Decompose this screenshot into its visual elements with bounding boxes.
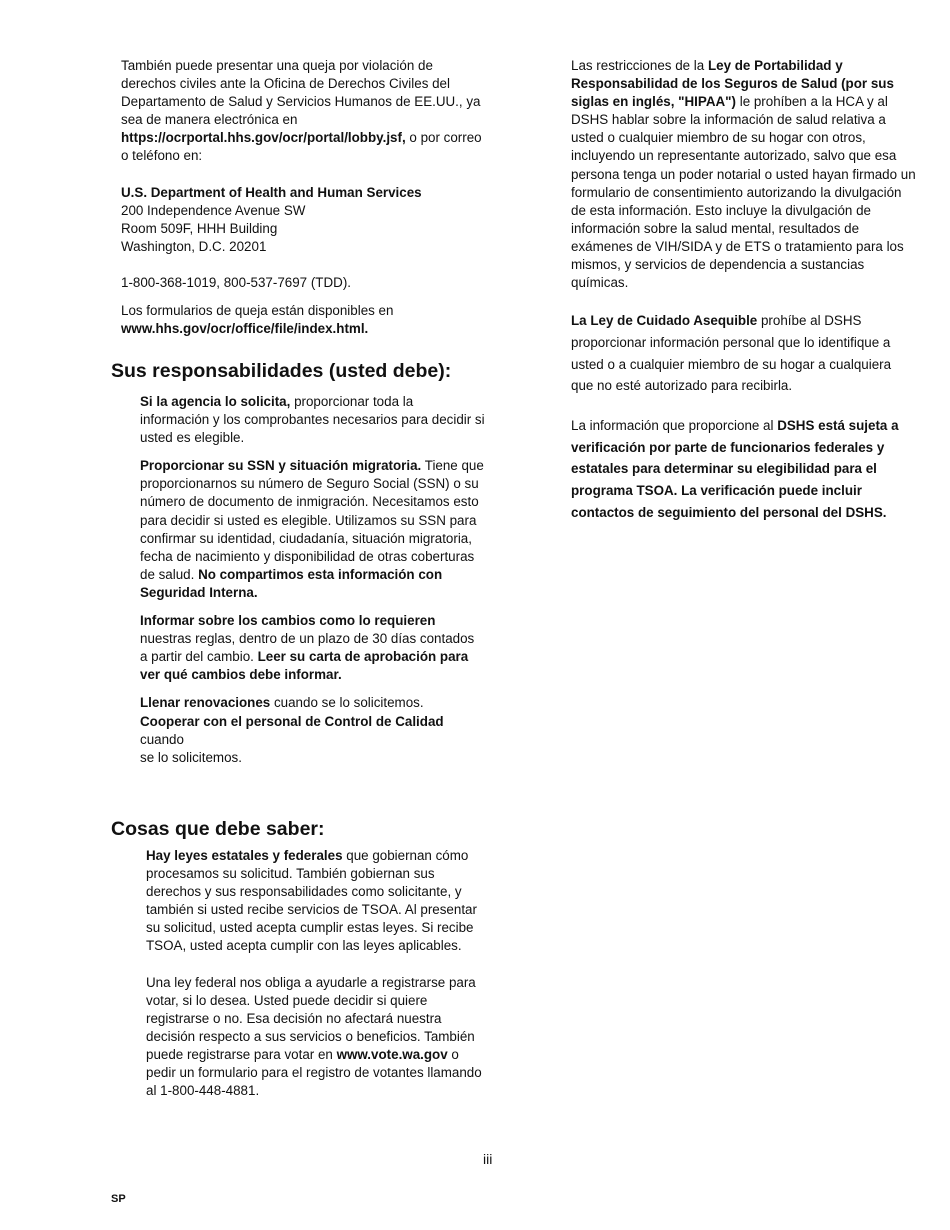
resp-item-changes: Informar sobre los cambios como lo requieren nuestras reglas, dentro de un plazo de 30 días contados a partir del cambio. Leer su carta de aprobación para ver qué cambios debe informar. (140, 613, 475, 683)
vote-wa-link[interactable]: www.vote.wa.gov (336, 1046, 448, 1062)
left-column (121, 57, 491, 338)
verification-paragraph: La información que proporcione al DSHS está sujeta a verificación por parte de funcionarios federales y estatales para determinar su elegibilidad para el programa TSOA. La verificación puede incluir contactos de seguimiento del personal del DSHS. (571, 418, 899, 520)
resp-item-ssn: Proporcionar su SSN y situación migratoria. Tiene que proporcionarnos su número de Seguro Social (SSN) o su número de documento de inmigración. Necesitamos esto para decidir si usted es elegible. Utilizamos su SSN para confirmar su identidad, ciudadanía, situación migratoria, fecha de nacimiento y disponibilidad de otras coberturas de salud. No compartimos esta información con Seguridad Interna. (140, 458, 484, 600)
responsibilities-list (140, 393, 485, 767)
things-to-know-list (146, 847, 486, 1100)
address-city: Washington, D.C. 20201 (121, 238, 267, 254)
voter-registration-paragraph: Una ley federal nos obliga a ayudarle a registrarse para votar, si lo desea. Usted puede decidir si quiere registrarse o no. Esa decisión no afectará nuestra decisión respecto a sus servicios o beneficios. También puede registrarse para votar en www.vote.wa.gov o pedir un formulario para el registro de votantes llamando al 1-800-448-4881. (146, 974, 482, 1099)
form-code: SP (111, 1193, 126, 1205)
phone-numbers: 1-800-368-1019, 800-537-7697 (TDD). (121, 274, 352, 290)
resp-item-info: Si la agencia lo solicita, proporcionar toda la información y los comprobantes necesarios para decidir si usted es elegible. (140, 394, 485, 446)
page-number: iii (483, 1151, 493, 1167)
ocr-portal-link[interactable]: https://ocrportal.hhs.gov/ocr/portal/lobby.jsf, (121, 130, 406, 146)
forms-paragraph: Los formularios de queja están disponibles en www.hhs.gov/ocr/office/file/index.html. (121, 302, 491, 338)
aca-paragraph: La Ley de Cuidado Asequible prohíbe al DSHS proporcionar información personal que lo identifique a usted o a cualquier miembro de su hogar a cualquiera que no esté autorizado para recibirla. (571, 313, 892, 394)
right-column (571, 57, 916, 524)
responsibilities-heading: Sus responsabilidades (usted debe): (111, 360, 452, 382)
address-room: Room 509F, HHH Building (121, 220, 278, 236)
hipaa-paragraph: Las restricciones de la Ley de Portabilidad y Responsabilidad de los Seguros de Salud (por sus siglas en inglés, "HIPAA") le prohíben a la HCA y al DSHS hablar sobre la información de salud relativa a usted o cualquier miembro de su hogar con otros, incluyendo un representante autorizado, salvo que esa persona tenga un poder notarial o usted hayan firmado un formulario de consentimiento autorizando la divulgación de esta información. Esto incluye la divulgación de información sobre la salud mental, resultados de exámenes de VIH/SIDA y de ETS o tratamiento para los mismos, y servicios de dependencia a sustancias químicas. (571, 58, 916, 291)
things-to-know-heading: Cosas que debe saber: (111, 818, 325, 840)
forms-link[interactable]: www.hhs.gov/ocr/office/file/index.html. (121, 321, 369, 337)
resp-item-renewals: Llenar renovaciones cuando se lo solicitemos. Cooperar con el personal de Control de Calidad cuando se lo solicitemos. (140, 695, 444, 765)
address-name: U.S. Department of Health and Human Services (121, 184, 422, 200)
complaint-paragraph: También puede presentar una queja por violación de derechos civiles ante la Oficina de Derechos Civiles del Departamento de Salud y Servicios Humanos de EE.UU., ya sea de manera electrónica en https://ocrportal.hhs.gov/ocr/portal/lobby.jsf, o por correo o teléfono en: (121, 58, 482, 164)
hhs-address (121, 184, 491, 256)
address-street: 200 Independence Avenue SW (121, 202, 306, 218)
laws-paragraph: Hay leyes estatales y federales que gobiernan cómo procesamos su solicitud. También gobiernan sus derechos y sus responsabilidades como solicitante, y también si usted recibe servicios de TSOA. Al presentar su solicitud, usted acepta cumplir estas leyes. Si recibe TSOA, usted acepta cumplir con las leyes aplicables. (146, 848, 477, 954)
